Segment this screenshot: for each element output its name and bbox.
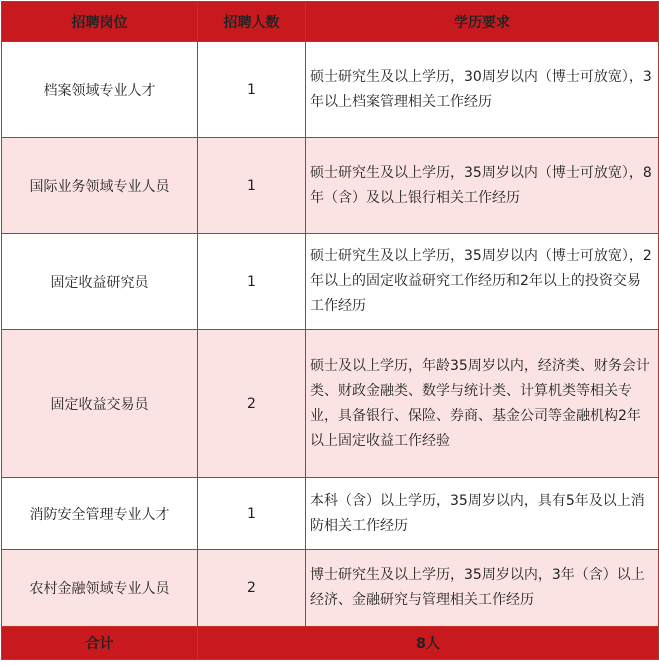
count-cell: 1 bbox=[198, 138, 306, 234]
table-row bbox=[2, 138, 659, 234]
header-row bbox=[2, 2, 659, 42]
position-cell: 农村金融领域专业人员 bbox=[2, 550, 198, 627]
requirement-cell: 硕士研究生及以上学历，35周岁以内（博士可放宽），2年以上的固定收益研究工作经历和2年以上的投资交易工作经历 bbox=[306, 234, 659, 330]
recruitment-table bbox=[1, 1, 659, 660]
count-cell: 1 bbox=[198, 234, 306, 330]
count-cell: 1 bbox=[198, 42, 306, 138]
header-position: 招聘岗位 bbox=[2, 2, 198, 42]
requirement-cell: 博士研究生及以上学历，35周岁以内，3年（含）以上经济、金融研究与管理相关工作经历 bbox=[306, 550, 659, 627]
table-row bbox=[2, 42, 659, 138]
table-row bbox=[2, 550, 659, 627]
total-value: 8人 bbox=[198, 627, 659, 660]
table-row bbox=[2, 234, 659, 330]
table-row bbox=[2, 330, 659, 478]
requirement-cell: 硕士研究生及以上学历，35周岁以内（博士可放宽），8年（含）及以上银行相关工作经历 bbox=[306, 138, 659, 234]
header-requirement: 学历要求 bbox=[306, 2, 659, 42]
requirement-cell: 本科（含）以上学历，35周岁以内，具有5年及以上消防相关工作经历 bbox=[306, 478, 659, 550]
total-row bbox=[2, 627, 659, 660]
total-label: 合计 bbox=[2, 627, 198, 660]
count-cell: 2 bbox=[198, 330, 306, 478]
table-header bbox=[2, 2, 659, 42]
position-cell: 固定收益研究员 bbox=[2, 234, 198, 330]
position-cell: 档案领域专业人才 bbox=[2, 42, 198, 138]
requirement-cell: 硕士研究生及以上学历，30周岁以内（博士可放宽），3年以上档案管理相关工作经历 bbox=[306, 42, 659, 138]
position-cell: 消防安全管理专业人才 bbox=[2, 478, 198, 550]
requirement-cell: 硕士及以上学历，年龄35周岁以内，经济类、财务会计类、财政金融类、数学与统计类、计算机类等相关专业，具备银行、保险、券商、基金公司等金融机构2年以上固定收益工作经验 bbox=[306, 330, 659, 478]
position-cell: 国际业务领域专业人员 bbox=[2, 138, 198, 234]
count-cell: 1 bbox=[198, 478, 306, 550]
position-cell: 固定收益交易员 bbox=[2, 330, 198, 478]
table-body bbox=[2, 42, 659, 627]
table-row bbox=[2, 478, 659, 550]
count-cell: 2 bbox=[198, 550, 306, 627]
header-count: 招聘人数 bbox=[198, 2, 306, 42]
table-footer bbox=[2, 627, 659, 660]
